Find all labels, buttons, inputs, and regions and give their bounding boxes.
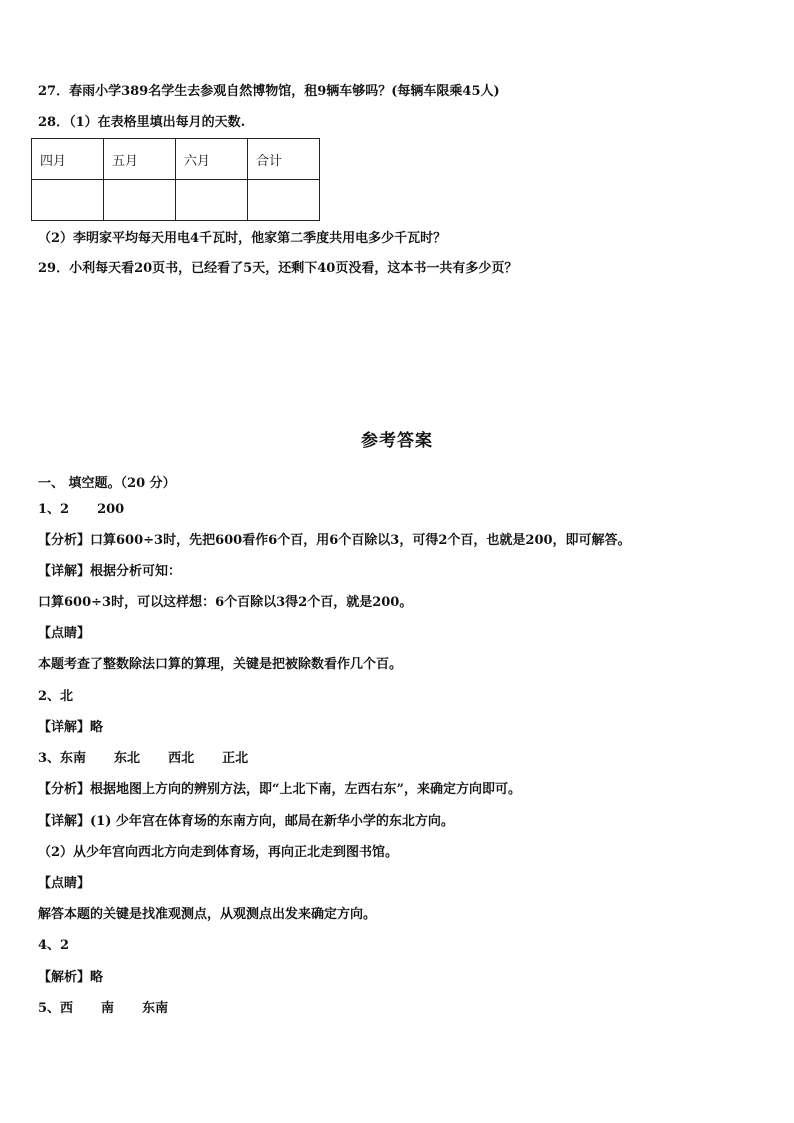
table-header-may: 五月 [104,139,176,180]
table-header-row [32,139,320,180]
answer-1 [38,502,124,518]
answer-3-point-text: 解答本题的关键是找准观测点，从观测点出发来确定方向。 [38,907,377,922]
answer-1-detail: 【详解】根据分析可知： [38,564,182,579]
question-27: 27．春雨小学389名学生去参观自然博物馆，租9辆车够吗？(每辆车限乘45人) [38,84,500,99]
answer-5-third: 东南 [142,1001,169,1016]
answer-1-point: 【点睛】 [38,626,91,641]
answer-3-fourth: 正北 [222,751,249,766]
answer-2: 2、北 [38,689,74,704]
table-header-june: 六月 [176,139,248,180]
answer-1-second: 200 [97,502,125,517]
table-cell-june [176,180,248,221]
section-heading: 一、 填空题。（20 分） [38,476,176,491]
answer-2-detail: 【详解】略 [38,720,104,735]
answer-3-second: 东北 [114,751,141,766]
table-cell-may [104,180,176,221]
table-cell-april [32,180,104,221]
answer-3-point: 【点睛】 [38,876,91,891]
answer-3-detail-2: （2）从少年宫向西北方向走到体育场，再向正北走到图书馆。 [38,845,399,860]
answer-5-second: 南 [101,1001,115,1016]
answer-3 [38,751,248,767]
table-blank-row [32,180,320,221]
answer-1-first: 1、2 [38,502,70,517]
table-header-total: 合计 [248,139,320,180]
answer-1-calc: 口算600÷3时，可以这样想：6个百除以3得2个百，就是200。 [38,595,413,610]
days-table [31,138,320,221]
question-29: 29．小利每天看20页书，已经看了5天，还剩下40页没看，这本书一共有多少页？ [38,261,518,276]
answer-title: 参考答案 [361,431,433,451]
question-28-part-1: 28．（1）在表格里填出每月的天数. [38,115,246,130]
answer-3-third: 西北 [168,751,195,766]
table-header-april: 四月 [32,139,104,180]
answer-4: 4、2 [38,938,70,953]
table-cell-total [248,180,320,221]
answer-5 [38,1001,168,1017]
answer-3-analysis: 【分析】根据地图上方向的辨别方法，即“上北下南，左西右东”，来确定方向即可。 [38,782,521,797]
answer-1-analysis: 【分析】口算600÷3时，先把600看作6个百，用6个百除以3，可得2个百，也就是200，即可解答。 [38,533,631,548]
question-28-part-2: （2）李明家平均每天用电4千瓦时，他家第二季度共用电多少千瓦时？ [38,231,447,246]
answer-5-first: 5、西 [38,1001,74,1016]
answer-4-detail: 【解析】略 [38,970,104,985]
answer-3-detail-1: 【详解】(1) 少年宫在体育场的东南方向，邮局在新华小学的东北方向。 [38,814,454,829]
answer-3-first: 3、东南 [38,751,87,766]
answer-1-point-text: 本题考查了整数除法口算的算理，关键是把被除数看作几个百。 [38,657,403,672]
